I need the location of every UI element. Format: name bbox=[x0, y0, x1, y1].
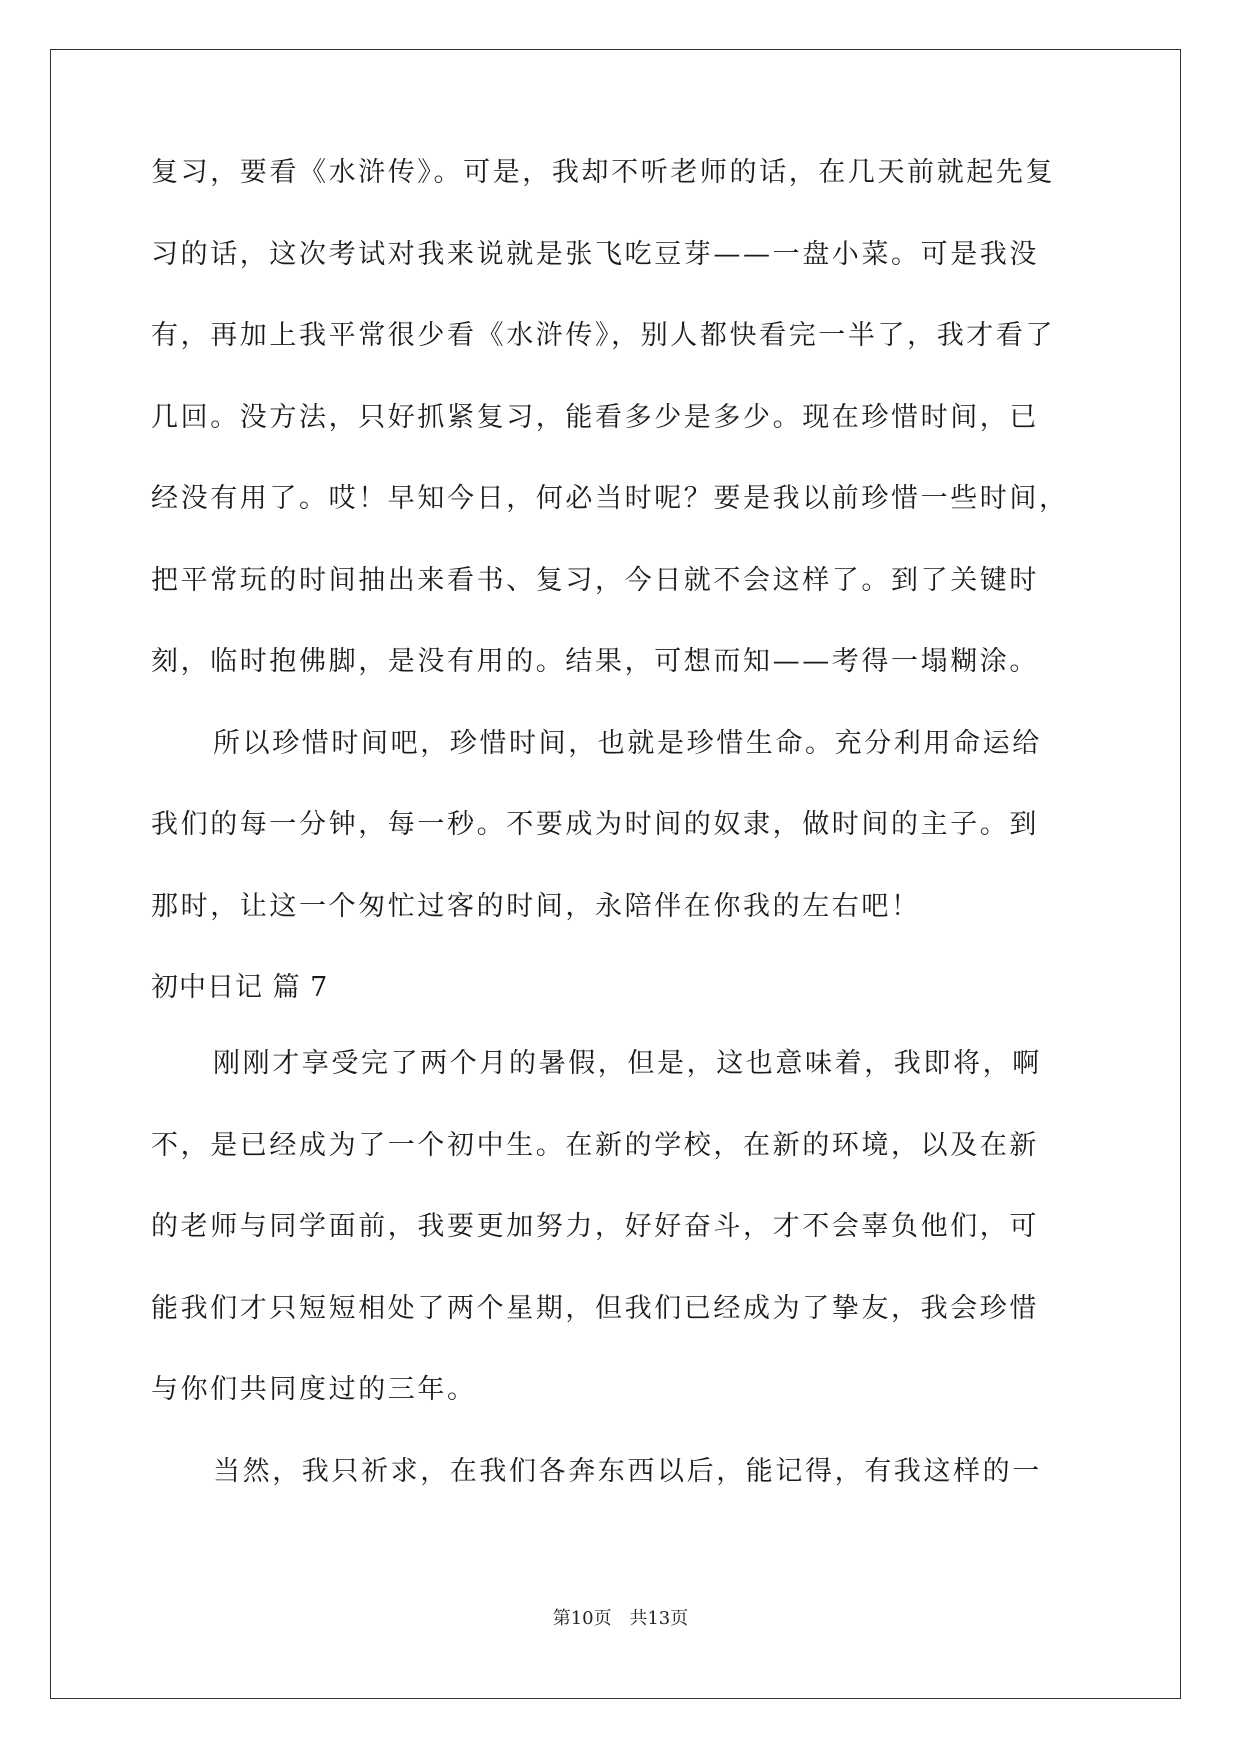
text-line: 把平常玩的时间抽出来看书、复习，今日就不会这样了。到了关键时 bbox=[151, 564, 1039, 596]
text-line: 当然，我只祈求，在我们各奔东西以后，能记得，有我这样的一 bbox=[213, 1455, 1042, 1487]
text-line: 刻，临时抱佛脚，是没有用的。结果，可想而知——考得一塌糊涂。 bbox=[151, 646, 1039, 677]
text-line: 刚刚才享受完了两个月的暑假，但是，这也意味着，我即将，啊 bbox=[213, 1048, 1042, 1079]
page-number-current: 第10页 bbox=[552, 1608, 612, 1629]
section-heading: 初中日记 篇 7 bbox=[151, 972, 329, 1003]
document-body bbox=[151, 154, 1083, 1534]
text-line: 经没有用了。哎！早知今日，何必当时呢？要是我以前珍惜一些时间， bbox=[151, 483, 1069, 514]
text-line: 与你们共同度过的三年。 bbox=[151, 1374, 477, 1405]
text-line: 那时，让这一个匆忙过客的时间，永陪伴在你我的左右吧！ bbox=[151, 890, 921, 922]
text-line: 能我们才只短短相处了两个星期，但我们已经成为了挚友，我会珍惜 bbox=[151, 1292, 1039, 1324]
text-line: 所以珍惜时间吧，珍惜时间，也就是珍惜生命。充分利用命运给 bbox=[213, 727, 1042, 759]
text-line: 不，是已经成为了一个初中生。在新的学校，在新的环境，以及在新 bbox=[151, 1129, 1039, 1161]
text-line: 的老师与同学面前，我要更加努力，好好奋斗，才不会辜负他们，可 bbox=[151, 1211, 1039, 1242]
text-line: 复习，要看《水浒传》。可是，我却不听老师的话，在几天前就起先复 bbox=[151, 157, 1056, 188]
text-line: 有，再加上我平常很少看《水浒传》，别人都快看完一半了，我才看了 bbox=[151, 320, 1056, 351]
page-footer bbox=[0, 1604, 1241, 1630]
text-line: 我们的每一分钟，每一秒。不要成为时间的奴隶，做时间的主子。到 bbox=[151, 809, 1039, 840]
page-number-total: 共13页 bbox=[629, 1608, 689, 1629]
text-line: 几回。没方法，只好抓紧复习，能看多少是多少。现在珍惜时间，已 bbox=[151, 401, 1039, 433]
text-line: 习的话，这次考试对我来说就是张飞吃豆芽——一盘小菜。可是我没 bbox=[151, 238, 1039, 270]
